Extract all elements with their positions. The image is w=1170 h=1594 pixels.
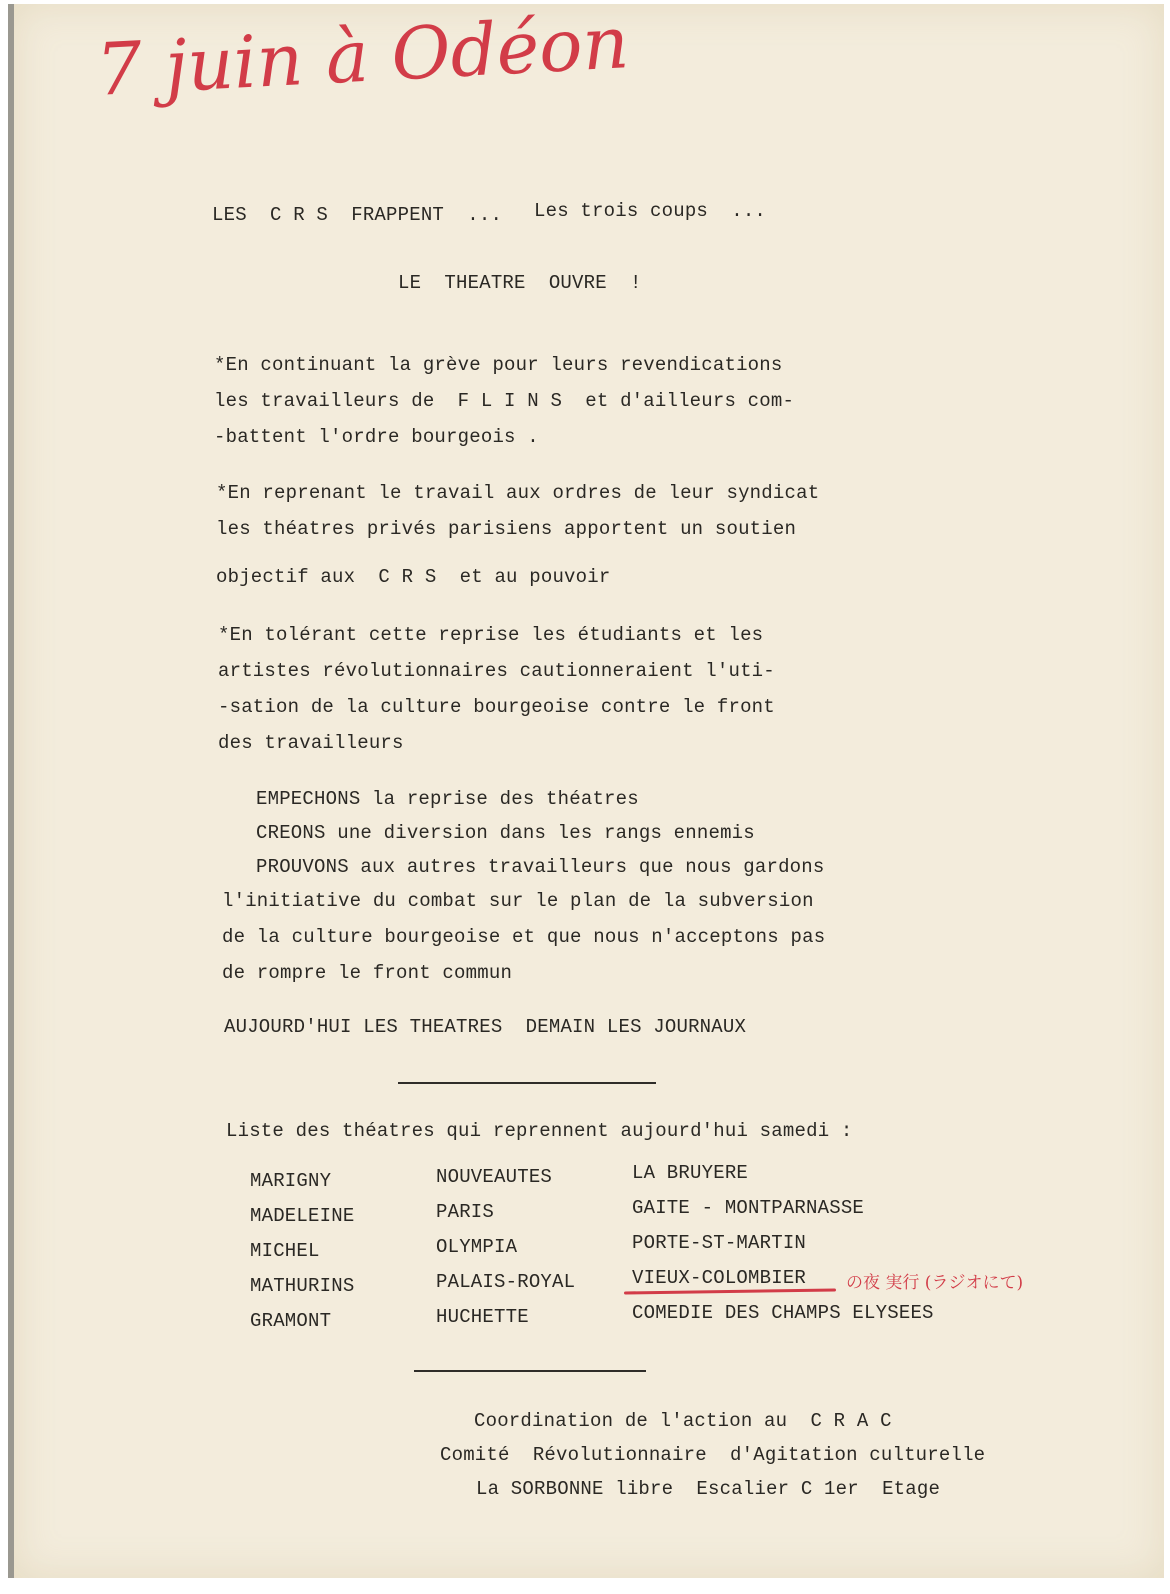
theatre-column-3 bbox=[632, 1156, 934, 1331]
para3-line2: artistes révolutionnaires cautionneraient l'uti- bbox=[218, 660, 775, 682]
header-theatre-ouvre: LE THEATRE OUVRE ! bbox=[398, 272, 642, 294]
header-line-trois-coups: Les trois coups ... bbox=[534, 200, 767, 222]
theatre-name: NOUVEAUTES bbox=[436, 1166, 553, 1188]
para1-line3: -battent l'ordre bourgeois . bbox=[214, 426, 539, 448]
theatre-name: MICHEL bbox=[250, 1240, 320, 1262]
call-empechons: EMPECHONS la reprise des théatres bbox=[256, 788, 639, 810]
theatre-name: COMEDIE DES CHAMPS ELYSEES bbox=[632, 1302, 934, 1324]
para3-line4: des travailleurs bbox=[218, 732, 404, 754]
theatre-name: HUCHETTE bbox=[436, 1306, 529, 1328]
para2-line3: objectif aux C R S et au pouvoir bbox=[216, 566, 611, 588]
para2-line2: les théatres privés parisiens apportent un soutien bbox=[216, 518, 797, 540]
theatre-name: OLYMPIA bbox=[436, 1236, 518, 1258]
divider-top bbox=[398, 1082, 656, 1084]
theatre-name: MARIGNY bbox=[250, 1170, 332, 1192]
flyer-sheet bbox=[8, 0, 1164, 1578]
para1-line1: *En continuant la grève pour leurs revendications bbox=[214, 354, 783, 376]
call-prouvons: PROUVONS aux autres travailleurs que nous gardons bbox=[256, 856, 825, 878]
calls-cont-line3: de rompre le front commun bbox=[222, 962, 513, 984]
theatre-name: MATHURINS bbox=[250, 1275, 355, 1297]
divider-bottom bbox=[414, 1370, 646, 1372]
footer-coordination: Coordination de l'action au C R A C bbox=[474, 1410, 892, 1432]
footer-sorbonne: La SORBONNE libre Escalier C 1er Etage bbox=[476, 1478, 941, 1500]
para2-line1: *En reprenant le travail aux ordres de leur syndicat bbox=[216, 482, 820, 504]
theatre-name: PARIS bbox=[436, 1201, 495, 1223]
theatre-column-2 bbox=[436, 1160, 575, 1335]
theatre-name: GRAMONT bbox=[250, 1310, 332, 1332]
footer-comite: Comité Révolutionnaire d'Agitation culturelle bbox=[440, 1444, 986, 1466]
list-heading: Liste des théatres qui reprennent aujourd'hui samedi : bbox=[226, 1120, 853, 1142]
header-line-crs: LES C R S FRAPPENT ... bbox=[212, 204, 503, 226]
calls-cont-line1: l'initiative du combat sur le plan de la subversion bbox=[222, 890, 814, 912]
theatre-name: PORTE-ST-MARTIN bbox=[632, 1232, 807, 1254]
theatre-name-underlined: VIEUX-COLOMBIER bbox=[632, 1267, 807, 1289]
theatre-name: LA BRUYERE bbox=[632, 1162, 749, 1184]
para1-line2: les travailleurs de F L I N S et d'ailleurs com- bbox=[214, 390, 795, 412]
slogan: AUJOURD'HUI LES THEATRES DEMAIN LES JOURNAUX bbox=[224, 1016, 747, 1038]
theatre-name: MADELEINE bbox=[250, 1205, 355, 1227]
handwritten-title: 7 juin à Odéon bbox=[94, 0, 631, 112]
calls-cont-line2: de la culture bourgeoise et que nous n'acceptons pas bbox=[222, 926, 826, 948]
para3-line3: -sation de la culture bourgeoise contre le front bbox=[218, 696, 775, 718]
call-creons: CREONS une diversion dans les rangs ennemis bbox=[256, 822, 755, 844]
theatre-column-1 bbox=[250, 1164, 354, 1339]
theatre-name: PALAIS-ROYAL bbox=[436, 1271, 576, 1293]
para3-line1: *En tolérant cette reprise les étudiants et les bbox=[218, 624, 764, 646]
handwritten-side-note: の夜 実行 (ラジオにて) bbox=[846, 1273, 1024, 1293]
theatre-name: GAITE - MONTPARNASSE bbox=[632, 1197, 865, 1219]
